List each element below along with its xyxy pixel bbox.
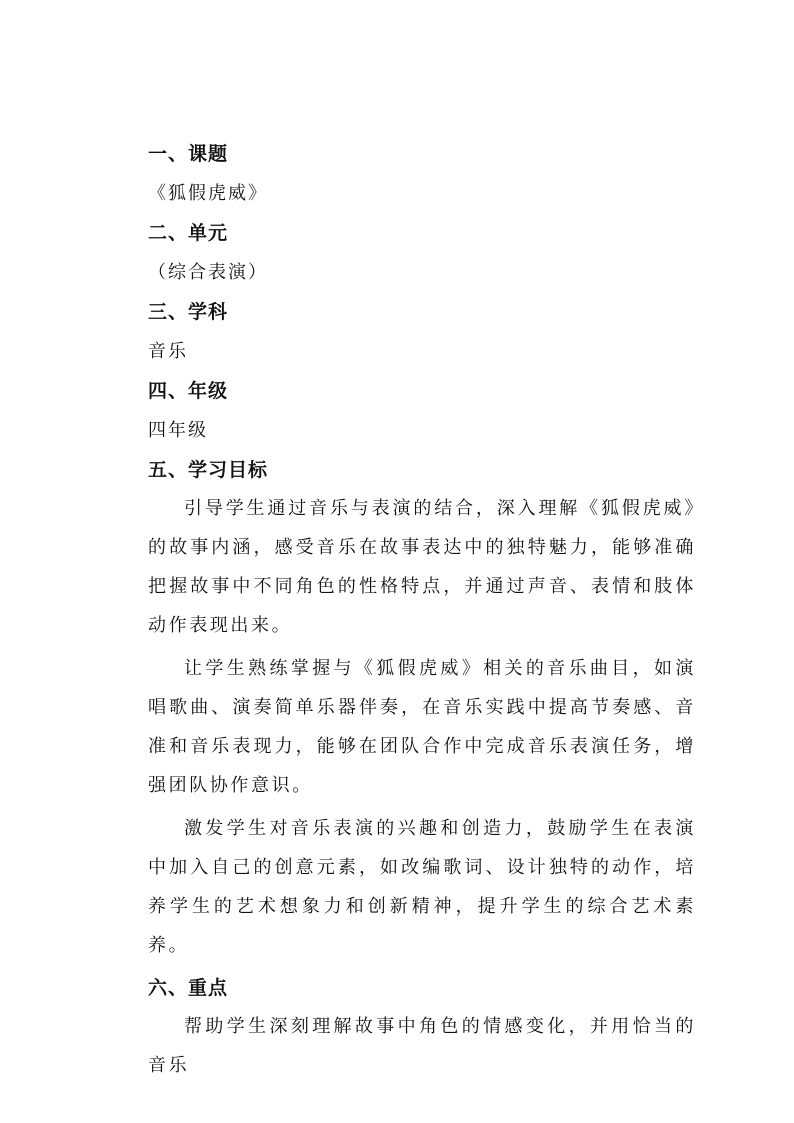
section-heading-key-points: 六、重点 [148, 977, 229, 999]
section-heading-grade: 四、年级 [148, 380, 229, 402]
section-heading-subject: 三、学科 [148, 301, 229, 323]
section-heading-objectives: 五、学习目标 [148, 459, 269, 481]
section-value-topic: 《狐假虎威》 [148, 183, 268, 204]
section-heading-topic: 一、课题 [148, 143, 229, 165]
objective-paragraph-3: 激发学生对音乐表演的兴趣和创造力，鼓励学生在表演中加入自己的创意元素，如改编歌词、设计独特的动作，培养学生的艺术想象力和创新精神，提升学生的综合艺术素养。 [148, 818, 696, 956]
section-value-grade: 四年级 [148, 420, 208, 441]
objective-paragraph-1: 引导学生通过音乐与表演的结合，深入理解《狐假虎威》的故事内涵，感受音乐在故事表达中的独特魅力，能够准确把握故事中不同角色的性格特点，并通过声音、表情和肢体动作表现出来。 [148, 498, 696, 636]
section-value-unit: （综合表演） [148, 262, 268, 283]
document-body [148, 135, 696, 1089]
key-point-paragraph-1: 帮助学生深刻理解故事中角色的情感变化，并用恰当的音乐 [148, 1016, 696, 1076]
section-value-subject: 音乐 [148, 341, 188, 362]
objective-paragraph-2: 让学生熟练掌握与《狐假虎威》相关的音乐曲目，如演唱歌曲、演奏简单乐器伴奏，在音乐实践中提高节奏感、音准和音乐表现力，能够在团队合作中完成音乐表演任务，增强团队协作意识。 [148, 658, 696, 796]
section-heading-unit: 二、单元 [148, 222, 229, 244]
